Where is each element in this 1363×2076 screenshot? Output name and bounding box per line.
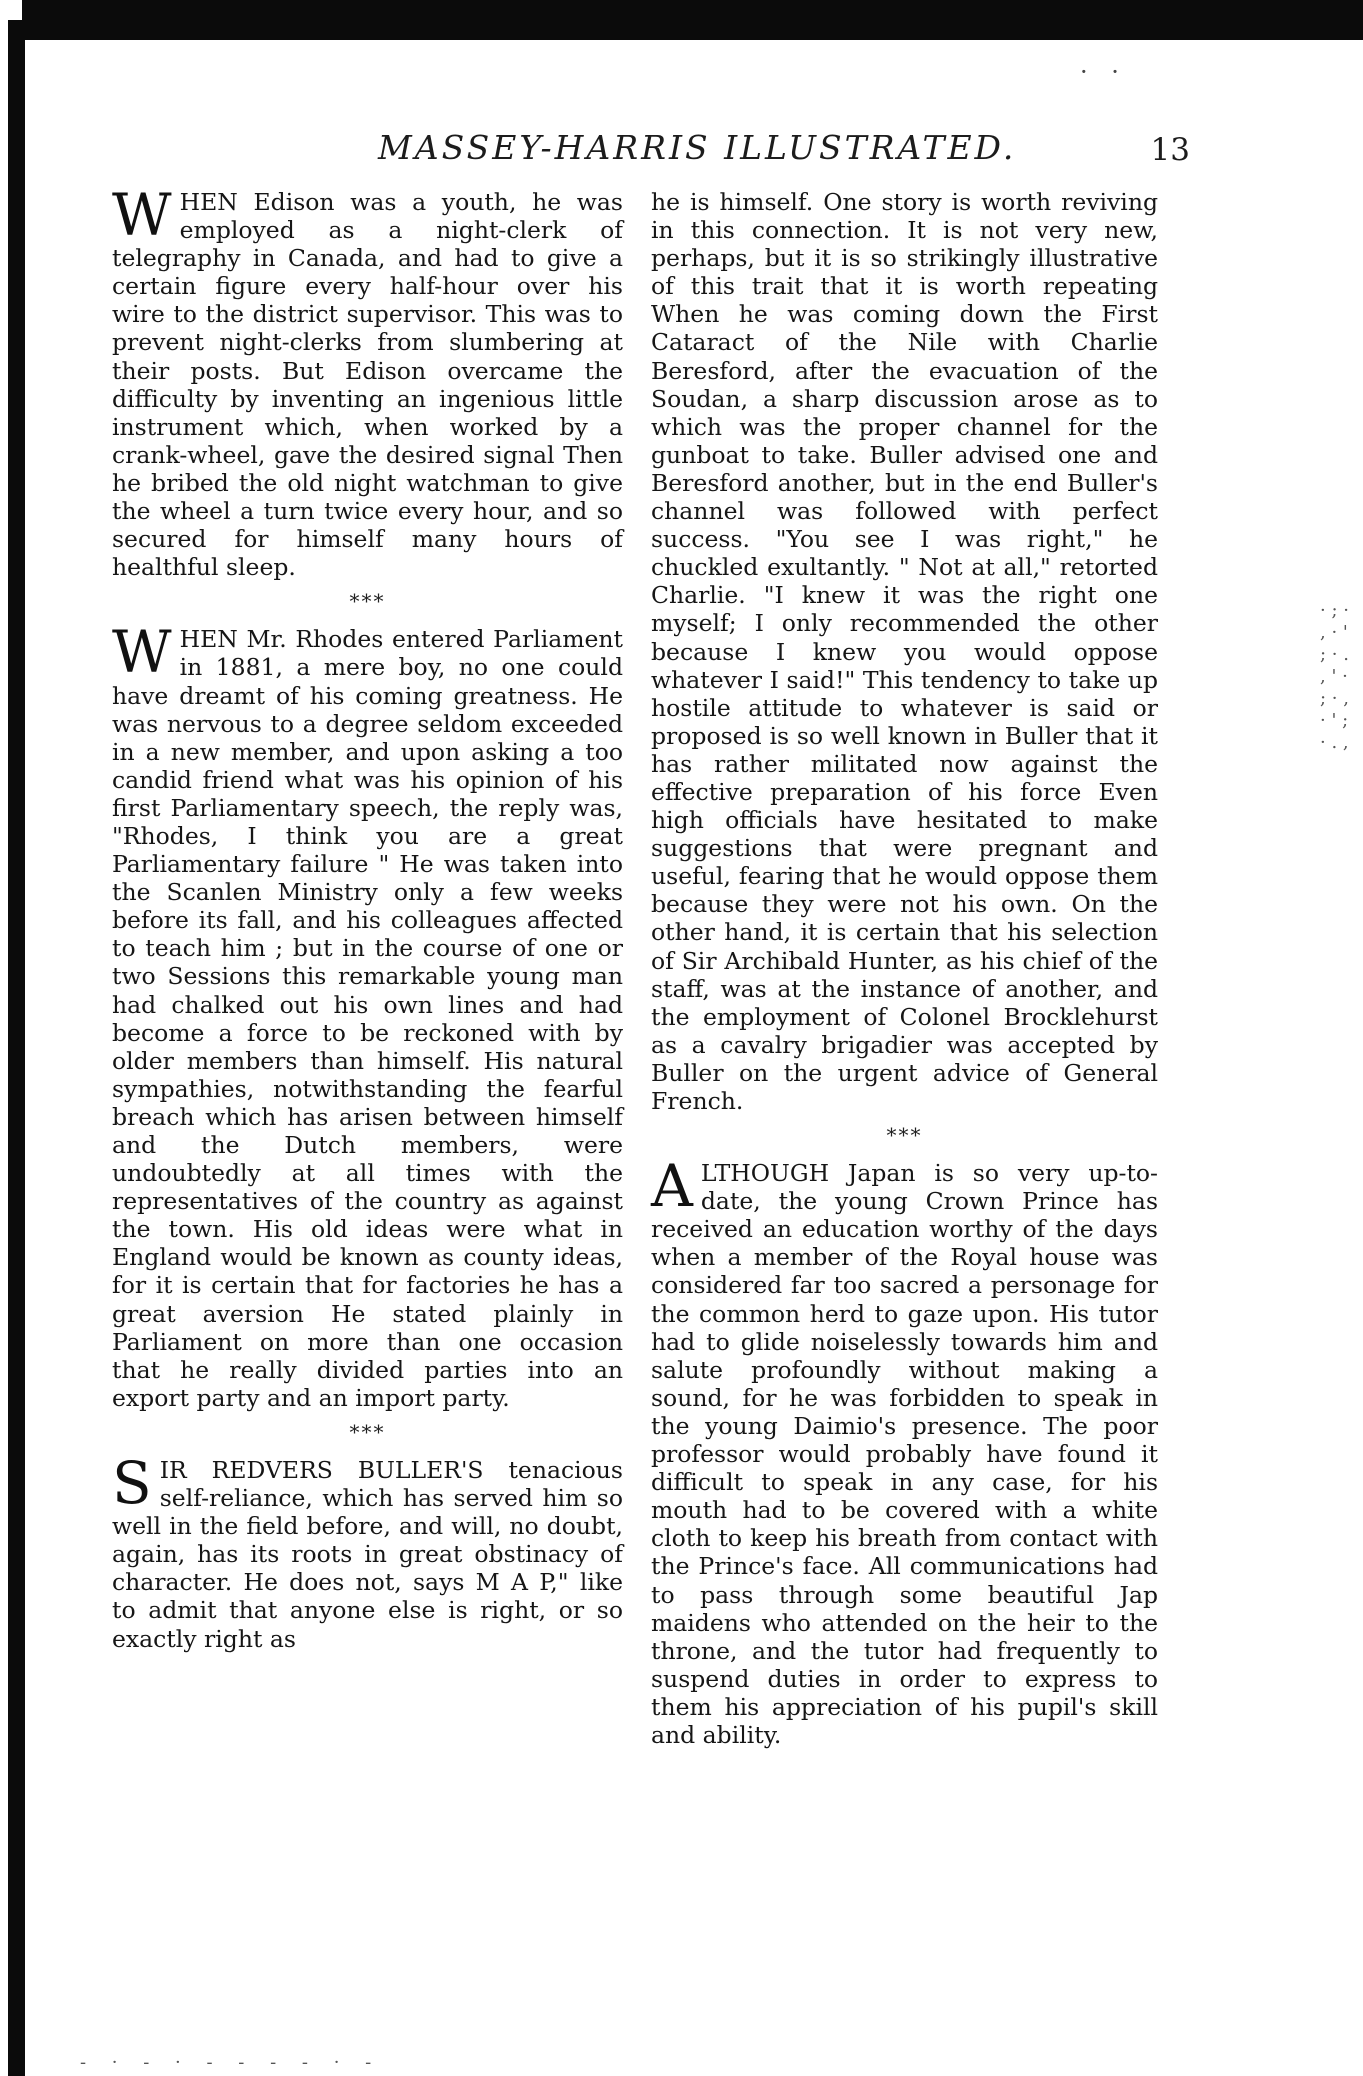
page-number: 13 (1150, 132, 1190, 168)
article-edison (112, 181, 623, 582)
article-text: IR REDVERS BULLER'S tenacious self-reliance, which has served him so well in the field before, and will, no doubt, again, has its roots in great obstinacy of character. He does not, says M A P," like to admit that anyone else is right, or so exactly right as (112, 1455, 623, 1653)
section-separator-asterism: *** (886, 1123, 923, 1148)
dropcap: A (651, 1152, 693, 1221)
article-buller (112, 1448, 623, 1653)
article-text: HEN Mr. Rhodes entered Parliament in 1881, a mere boy, no one could have dreamt of his coming greatness. He was nervous to a degree seldom exceeded in a new member, and upon asking a too candid friend what was his opinion of his first Parliamentary speech, the reply was, "Rhodes, I think you are a great Parliamentary failure " He was taken into the Scanlen Ministry only a few weeks before its fall, and his colleagues affected to teach him ; but in the course of one or two Sessions this remarkable young man had chalked out his own lines and had become a force to be reckoned with by older members than himself. His natural sympathies, notwithstanding the fearful breach which has arisen between himself and the Dutch members, were undoubtedly at all times with the representatives of the country as against the town. His old ideas were what in England would be known as county ideas, for it is certain that for factories he has a great aversion He stated plainly in Parliament on more than one occasion that he really divided parties into an export party and an import party. (112, 625, 623, 1412)
article-rhodes (112, 618, 623, 1412)
page-header (330, 128, 1190, 176)
left-column (112, 181, 623, 1653)
article-text: HEN Edison was a youth, he was employed as a night-clerk of telegraphy in Canada, and had to give a certain figure every half-hour over his wire to the district supervisor. This was to prevent night-clerks from slumbering at their posts. But Edison overcame the difficulty by inventing an ingenious little instrument which, when worked by a crank-wheel, gave the desired signal Then he bribed the old night watchman to give the wheel a turn twice every hour, and so secured for himself many hours of healthful sleep. (112, 188, 623, 582)
running-title: MASSEY-HARRIS ILLUSTRATED. (378, 128, 1017, 167)
scan-specks: · · (1080, 58, 1127, 86)
article-text: LTHOUGH Japan is so very up-to-date, the young Crown Prince has received an education worthy of the days when a member of the Royal house was considered far too sacred a personage for the common herd to gaze upon. His tutor had to glide noiselessly towards him and salute profoundly without making a sound, for he was forbidden to speak in the young Daimio's presence. The poor professor would probably have found it difficult to speak in any case, for his mouth had to be covered with a white cloth to keep his breath from contact with the Prince's face. All communications had to pass through some beautiful Jap maidens who attended on the heir to the throne, and the tutor had frequently to suspend duties in order to express to them his appreciation of his pupil's skill and ability. (651, 1159, 1158, 1749)
dropcap: W (112, 618, 172, 687)
right-column (651, 188, 1158, 1749)
article-text: he is himself. One story is worth reviving in this connection. It is not very new, perhaps, but it is so strikingly illustrative of this trait that it is worth repeating When he was coming down the First Cataract of the Nile with Charlie Beresford, after the evacuation of the Soudan, a sharp discussion arose as to which was the proper channel for the gunboat to take. Buller advised one and Beresford another, but in the end Buller's channel was followed with perfect success. "You see I was right," he chuckled exultantly. " Not at all," retorted Charlie. "I knew it was the right one myself; I only recommended the other because I knew you would oppose whatever I said!" This tendency to take up hostile attitude to whatever is said or proposed is so well known in Buller that it has rather militated now against the effective preparation of his force Even high officials have hesitated to make suggestions that were pregnant and useful, fearing that he would oppose them because they were not his own. On the other hand, it is certain that his selection of Sir Archibald Hunter, as his chief of the staff, was at the instance of another, and the employment of Colonel Brocklehurst as a cavalry brigadier was accepted by Buller on the urgent advice of General French. (651, 188, 1158, 1115)
section-separator-asterism: *** (349, 589, 386, 614)
binding-edge-specks: · ; · , · ' ; · . , ' · ; · , · ' ; · . , (1320, 600, 1349, 753)
top-border-bar (22, 0, 1363, 40)
dropcap: W (112, 181, 172, 249)
article-japan (651, 1152, 1158, 1749)
left-border-bar (8, 20, 25, 2076)
dropcap: S (112, 1448, 152, 1517)
section-separator-asterism: *** (349, 1419, 386, 1444)
bottom-specks: - · - · - - - - · - (80, 2052, 382, 2073)
article-buller-continued (651, 188, 1158, 1115)
